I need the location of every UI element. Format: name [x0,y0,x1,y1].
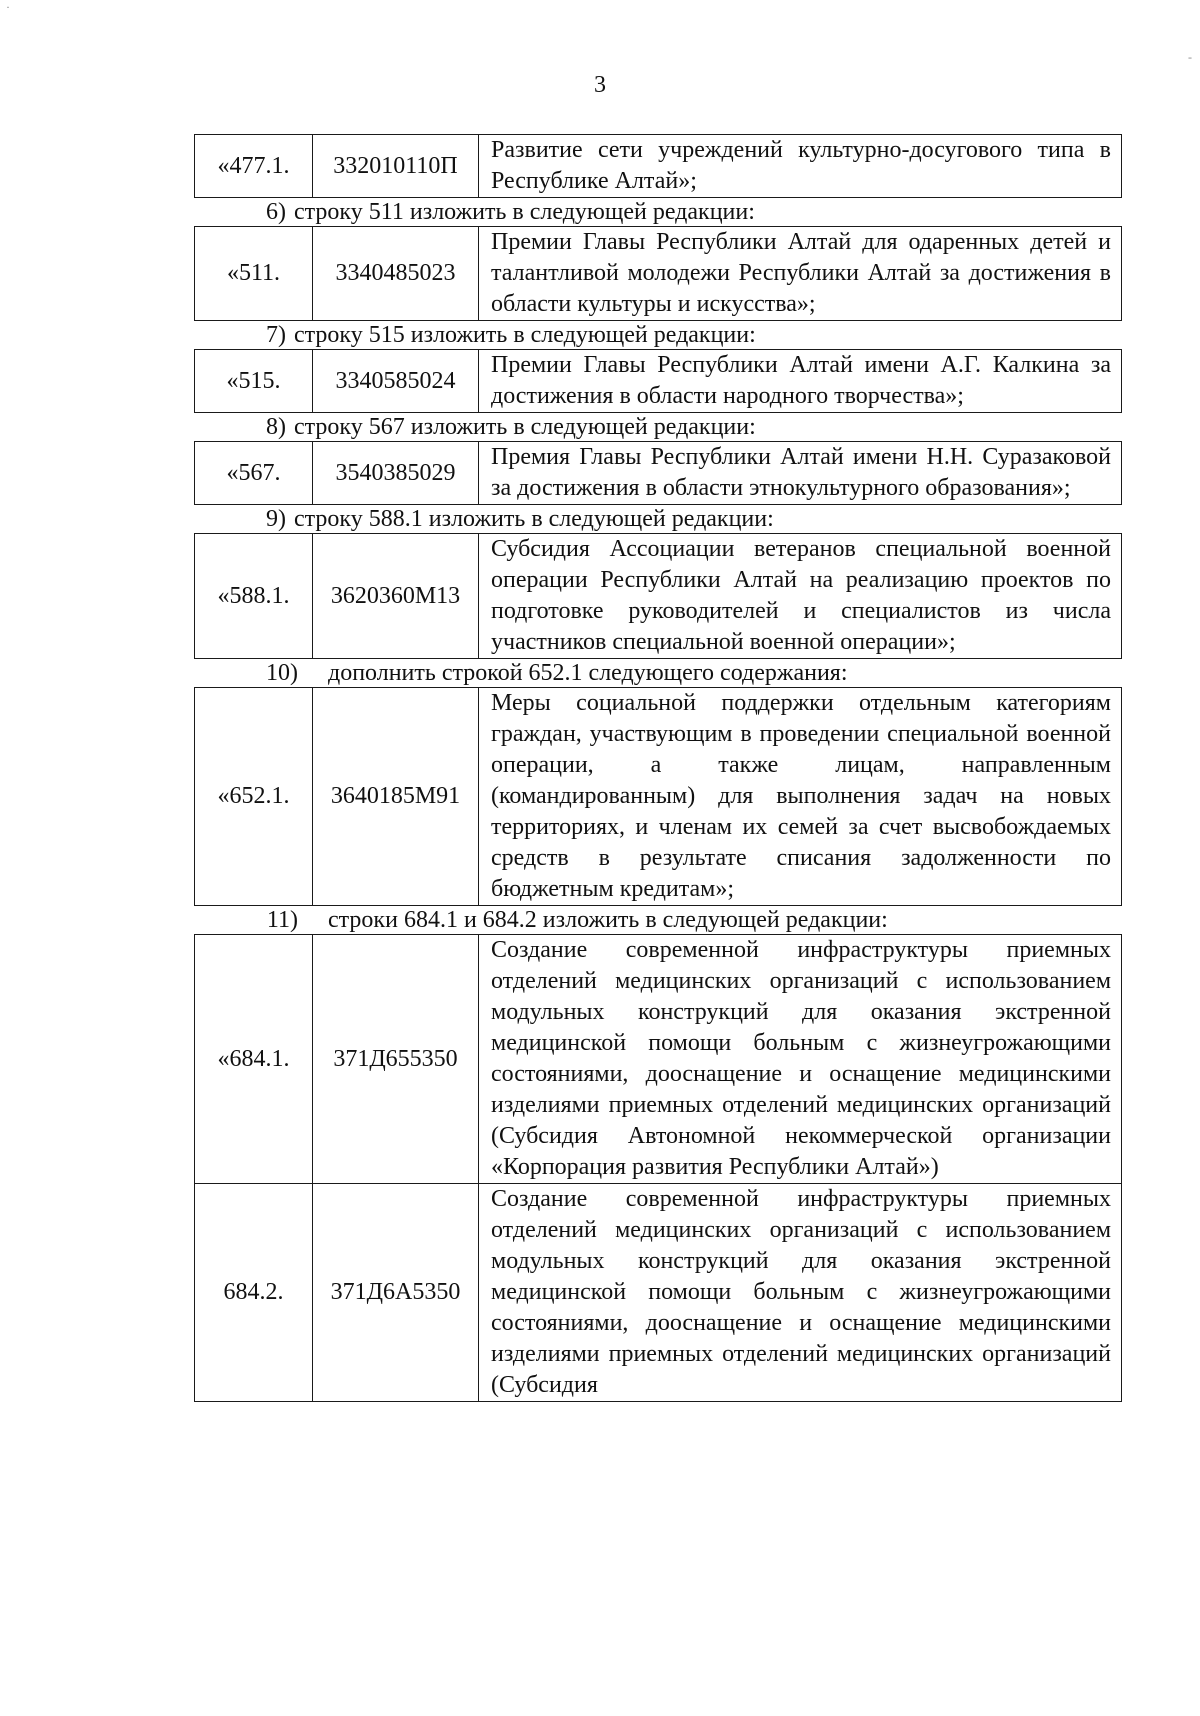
row-number: «477.1. [195,135,313,198]
amendment-instruction [194,906,1122,934]
instruction-number: 8) [266,414,286,440]
table-row [195,442,1122,505]
instruction-number: 6) [266,199,286,225]
instruction-number: 10) [266,660,298,686]
row-number: «588.1. [195,534,313,659]
budget-code-table [194,934,1122,1402]
row-number: «515. [195,350,313,413]
instruction-text: строку 567 изложить в следующей редакции: [294,414,756,440]
budget-code-table [194,134,1122,198]
budget-code-table [194,687,1122,906]
page-number: 3 [594,72,606,98]
row-number: «567. [195,442,313,505]
row-number: 684.2. [195,1184,313,1402]
row-description: Создание современной инфраструктуры приемных отделений медицинских организаций с использованием модульных конструкций для оказания экстренной медицинской помощи больным с жизнеугрожающими состояниями, дооснащение и оснащение медицинскими изделиями приемных отделений медицинских организаций (Субсидия [479,1184,1122,1402]
instruction-text: дополнить строкой 652.1 следующего содержания: [328,660,848,686]
table-row [195,935,1122,1184]
budget-code-table [194,441,1122,505]
table-row [195,135,1122,198]
table-row [195,688,1122,906]
budget-code: 3620360М13 [313,534,479,659]
instruction-text: строки 684.1 и 684.2 изложить в следующей редакции: [328,907,888,933]
table-row [195,1184,1122,1402]
row-number: «652.1. [195,688,313,906]
row-number: «511. [195,227,313,321]
budget-code-table [194,226,1122,321]
document-body [194,134,1122,1402]
row-description: Премии Главы Республики Алтай имени А.Г. Калкина за достижения в области народного творчества»; [479,350,1122,413]
row-description: Развитие сети учреждений культурно-досугового типа в Республике Алтай»; [479,135,1122,198]
row-number: «684.1. [195,935,313,1184]
amendment-instruction [194,505,1122,533]
amendment-instruction [194,198,1122,226]
instruction-text: строку 511 изложить в следующей редакции: [294,199,755,225]
budget-code-table [194,349,1122,413]
row-description: Меры социальной поддержки отдельным категориям граждан, участвующим в проведении специальной военной операции, а также лицам, направленным (командированным) для выполнения задач на новых территориях, и членам их семей за счет высвобождаемых средств в результате списания задолженности по бюджетным кредитам»; [479,688,1122,906]
amendment-instruction [194,659,1122,687]
budget-code: 371Д6А5350 [313,1184,479,1402]
table-row [195,227,1122,321]
row-description: Премия Главы Республики Алтай имени Н.Н. Суразаковой за достижения в области этнокультурного образования»; [479,442,1122,505]
budget-code: 3540385029 [313,442,479,505]
row-description: Субсидия Ассоциации ветеранов специальной военной операции Республики Алтай на реализацию проектов по подготовке руководителей и специалистов из числа участников специальной военной операции»; [479,534,1122,659]
budget-code-table [194,533,1122,659]
instruction-number: 7) [266,322,286,348]
instruction-number: 9) [266,506,286,532]
amendment-instruction [194,321,1122,349]
corner-mark-right: - [1188,50,1192,64]
instruction-number: 11) [266,907,298,933]
amendment-instruction [194,413,1122,441]
budget-code: 332010110П [313,135,479,198]
budget-code: 3340585024 [313,350,479,413]
instruction-text: строку 515 изложить в следующей редакции: [294,322,756,348]
instruction-text: строку 588.1 изложить в следующей редакции: [294,506,774,532]
corner-mark-left: · [6,0,10,14]
budget-code: 3640185М91 [313,688,479,906]
budget-code: 3340485023 [313,227,479,321]
table-row [195,534,1122,659]
row-description: Премии Главы Республики Алтай для одаренных детей и талантливой молодежи Республики Алтай за достижения в области культуры и искусства»; [479,227,1122,321]
table-row [195,350,1122,413]
budget-code: 371Д655350 [313,935,479,1184]
row-description: Создание современной инфраструктуры приемных отделений медицинских организаций с использованием модульных конструкций для оказания экстренной медицинской помощи больным с жизнеугрожающими состояниями, дооснащение и оснащение медицинскими изделиями приемных отделений медицинских организаций (Субсидия Автономной некоммерческой организации «Корпорация развития Республики Алтай») [479,935,1122,1184]
